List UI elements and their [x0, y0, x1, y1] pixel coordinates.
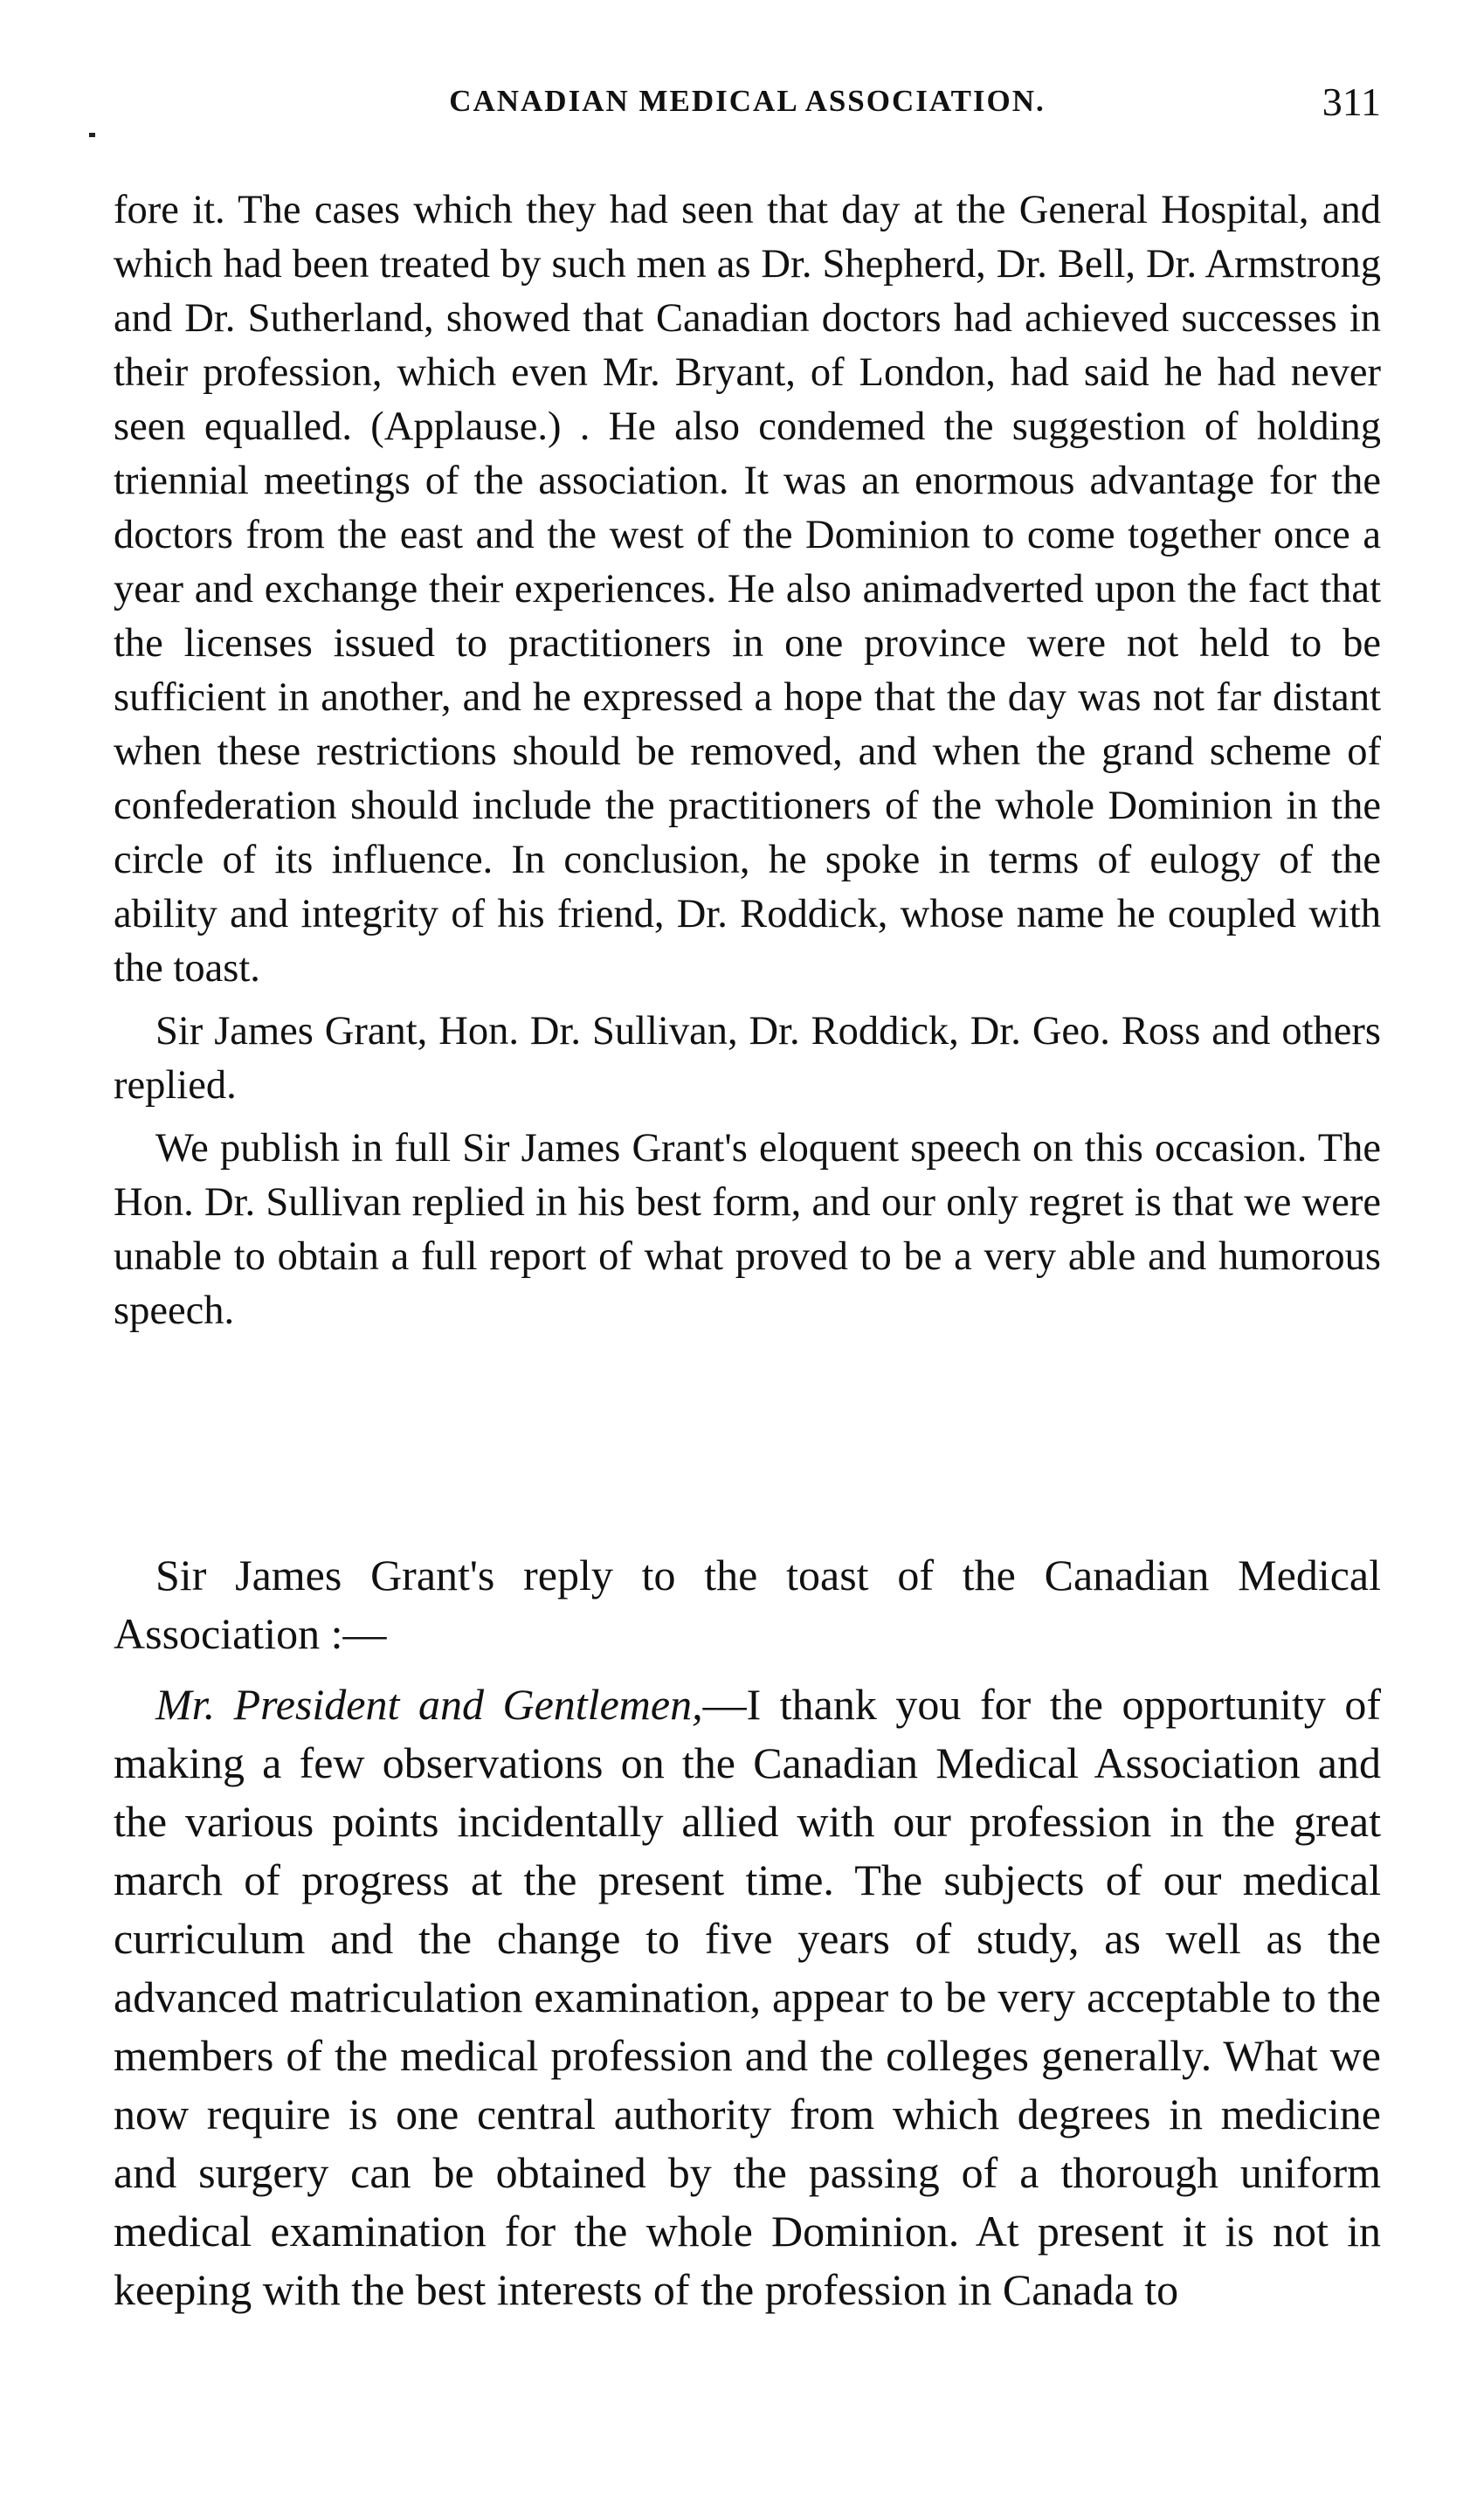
running-head: [114, 79, 1381, 136]
ink-smudge: [89, 133, 95, 137]
page-number: 311: [1322, 79, 1381, 124]
paragraph-continued: fore it. The cases which they had seen that day at the General Hospital, and which had been treated by such men as Dr. Shepherd, Dr. Bell, Dr. Armstrong and Dr. Sutherland, showed that Canadian doctors had achieved successes in their profession, which even Mr. Bryant, of London, had said he had never seen equalled. (Applause.) . He also condemed the suggestion of holding triennial meetings of the association. It was an enormous advantage for the doctors from the east and the west of the Dominion to come together once a year and exchange their experiences. He also animadverted upon the fact that the licenses issued to practitioners in one province were not held to be sufficient in another, and he expressed a hope that the day was not far distant when these restrictions should be removed, and when the grand scheme of confederation should include the practitioners of the whole Dominion in the circle of its influence. In conclusion, he spoke in terms of eulogy of the ability and integrity of his friend, Dr. Roddick, whose name he coupled with the toast.: [114, 188, 1381, 991]
speech-text: —I thank you for the opportunity of making a few observations on the Canadian Medical Association and the various points incidentally allied with our profession in the great march of progress at the present time. The subjects of our medical curriculum and the change to five years of study, as well as the advanced matriculation examination, appear to be very acceptable to the members of the medical profession and the colleges generally. What we now require is one central authority from which degrees in medicine and surgery can be obtained by the passing of a thorough uniform medical examination for the whole Dominion. At present it is not in keeping with the best interests of the profession in Canada to: [114, 1680, 1381, 2314]
running-title: CANADIAN MEDICAL ASSOCIATION.: [449, 84, 1046, 118]
paragraph-publication-note: We publish in full Sir James Grant's eloquent speech on this occasion. The Hon. Dr. Sullivan replied in his best form, and our only regret is that we were unable to obtain a full report of what proved to be a very able and humorous speech.: [114, 1126, 1381, 1333]
report-section: [114, 183, 1381, 1347]
speech-section: [114, 1546, 1381, 2332]
paragraph-speech-intro: Sir James Grant's reply to the toast of the Canadian Medical Association :—: [114, 1551, 1381, 1658]
paragraph-replies: Sir James Grant, Hon. Dr. Sullivan, Dr. Roddick, Dr. Geo. Ross and others replied.: [114, 1009, 1381, 1108]
speech-salutation: Mr. President and Gentlemen,: [155, 1680, 703, 1729]
paragraph-speech: [114, 1675, 1381, 2319]
